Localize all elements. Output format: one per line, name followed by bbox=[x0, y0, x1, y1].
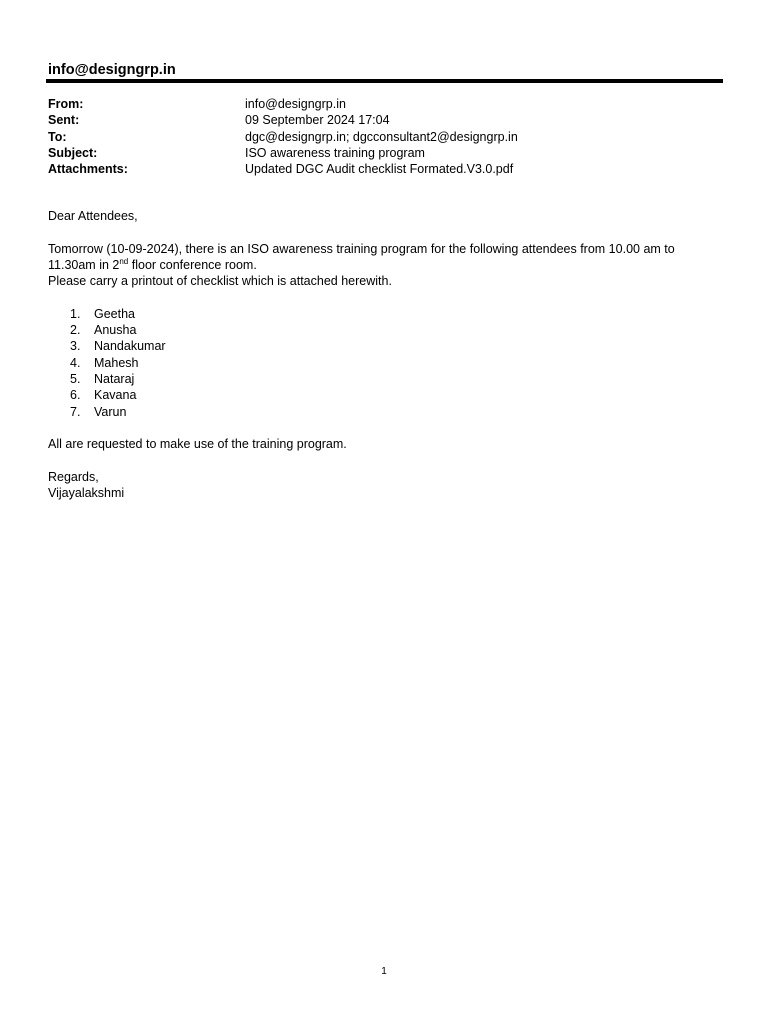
ordinal-suffix: nd bbox=[119, 256, 129, 266]
paragraph-text-continued: floor conference room. bbox=[128, 257, 257, 272]
closing-note: All are requested to make use of the training program. bbox=[48, 437, 347, 452]
header-divider bbox=[46, 79, 723, 83]
list-item bbox=[48, 306, 723, 322]
list-number: 3. bbox=[70, 339, 81, 354]
blank-line bbox=[48, 420, 723, 436]
attendee-name: Varun bbox=[94, 404, 127, 419]
list-number: 1. bbox=[70, 306, 81, 321]
instruction-line: Please carry a printout of checklist which is attached herewith. bbox=[48, 274, 392, 289]
sent-value: 09 September 2024 17:04 bbox=[245, 113, 390, 128]
list-item bbox=[48, 338, 723, 354]
from-label: From: bbox=[48, 97, 84, 111]
attendee-name: Geetha bbox=[94, 306, 136, 321]
signature: Vijayalakshmi bbox=[48, 486, 125, 501]
list-number: 6. bbox=[70, 388, 81, 403]
blank-line bbox=[48, 289, 723, 305]
main-paragraph bbox=[48, 241, 723, 274]
signoff: Regards, bbox=[48, 469, 99, 484]
page-number: 1 bbox=[381, 966, 387, 977]
attendee-name: Nataraj bbox=[94, 371, 135, 386]
attendee-name: Kavana bbox=[94, 388, 137, 403]
list-number: 7. bbox=[70, 404, 81, 419]
list-number: 2. bbox=[70, 323, 81, 338]
attachment-filename: Updated DGC Audit checklist Formated.V3.0.pdf bbox=[245, 162, 514, 177]
list-number: 4. bbox=[70, 355, 81, 370]
to-label: To: bbox=[48, 129, 67, 144]
subject-value: ISO awareness training program bbox=[245, 145, 425, 160]
subject-label: Subject: bbox=[48, 145, 98, 160]
list-item bbox=[48, 371, 723, 387]
blank-line bbox=[48, 224, 723, 240]
from-value: info@designgrp.in bbox=[245, 97, 346, 111]
attendee-name: Nandakumar bbox=[94, 339, 166, 354]
greeting: Dear Attendees, bbox=[48, 209, 138, 223]
attachments-label: Attachments: bbox=[48, 162, 128, 177]
sent-label: Sent: bbox=[48, 113, 80, 128]
paragraph-text: Tomorrow (10-09-2024), there is an ISO awareness training program for the following attendees from 10.00 am to 11.30am in 2 bbox=[48, 241, 675, 272]
attendee-list bbox=[48, 306, 723, 420]
to-value: dgc@designgrp.in; dgcconsultant2@designgrp.in bbox=[245, 129, 518, 144]
email-body bbox=[48, 208, 723, 501]
attendee-name: Anusha bbox=[94, 323, 137, 338]
list-number: 5. bbox=[70, 371, 81, 386]
mailbox-title: info@designgrp.in bbox=[48, 62, 176, 78]
attendee-name: Mahesh bbox=[94, 355, 139, 370]
list-item bbox=[48, 387, 723, 403]
blank-line bbox=[48, 452, 723, 468]
list-item bbox=[48, 404, 723, 420]
list-item bbox=[48, 355, 723, 371]
list-item bbox=[48, 322, 723, 338]
